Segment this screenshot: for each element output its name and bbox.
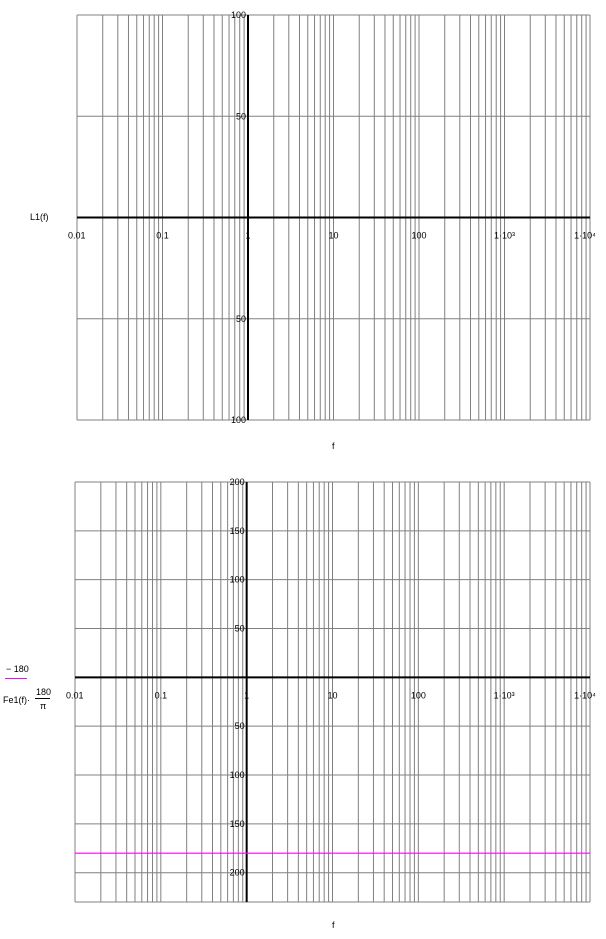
chart1-x-tick-label: 0.1 [156, 230, 169, 241]
chart2-y-tick-label: 100 [229, 770, 245, 781]
chart2-x-tick-label: 1·10³ [493, 690, 515, 701]
chart1-x-tick-label: 100 [411, 230, 427, 241]
chart2-ylabel-main: Fe1(f)· [3, 695, 30, 705]
chart1-x-tick-label: 0.01 [68, 230, 86, 241]
chart2-y-tick-label: 100 [229, 574, 245, 585]
chart2-ylabel-frac-num: 180 [36, 687, 52, 697]
chart1-x-tick-label: 1·10⁴ [574, 230, 596, 241]
chart2-x-tick-label: 100 [410, 690, 426, 701]
chart1-y-tick-label: 50 [235, 111, 246, 122]
chart2-x-tick-label: 1·10⁴ [574, 690, 596, 701]
chart2-y-tick-label: 150 [229, 525, 245, 536]
chart2-xlabel: f [332, 920, 335, 930]
chart2-x-tick-label: 0.1 [154, 690, 168, 701]
chart1-xlabel: f [332, 441, 335, 451]
chart1-y-tick-label: 50 [235, 313, 246, 324]
chart1-y-tick-label: 100 [230, 10, 246, 20]
chart2-ylabel-top: − 180 [6, 664, 29, 674]
chart1-y-tick-label: 100 [230, 415, 246, 425]
chart2-ylabel-top-line [5, 678, 27, 679]
chart2-y-tick-label: 200 [229, 867, 245, 878]
chart2-y-tick-label: 200 [229, 477, 245, 487]
chart2-x-tick-label: 0.01 [66, 690, 84, 701]
chart2-y-tick-label: 50 [234, 721, 245, 732]
chart1-x-tick-label: 1·10³ [493, 230, 516, 241]
chart2-ylabel-frac-bar [35, 698, 50, 699]
chart2-x-tick-label: 1 [244, 690, 250, 701]
chart2-y-tick-label: 50 [234, 623, 245, 634]
chart2-x-tick-label: 10 [327, 690, 338, 701]
chart2-ylabel-frac-den: π [40, 701, 47, 711]
chart1-x-tick-label: 10 [328, 230, 339, 241]
chart1-x-tick-label: 1 [245, 230, 251, 241]
chart1-ylabel: L1(f) [30, 212, 49, 222]
chart2-y-tick-label: 150 [229, 818, 245, 829]
